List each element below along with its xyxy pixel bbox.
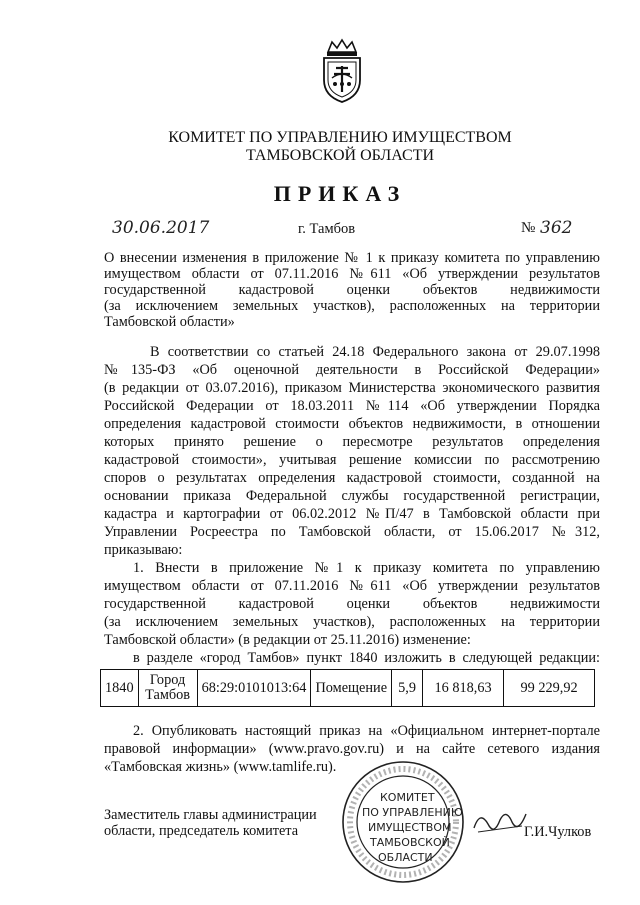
item1-line: (за исключением земельных участков), расположенных на территории [104, 614, 600, 630]
table-row [101, 670, 595, 707]
table-cell-cadastral-number: 68:29:0101013:64 [197, 670, 311, 707]
stamp-text: КОМИТЕТ [380, 791, 435, 804]
item1-line: в разделе «город Тамбов» пункт 1840 изложить в следующей редакции: [133, 650, 600, 666]
body-line: определения кадастровой стоимости объектов недвижимости, в отношении [104, 416, 600, 432]
item1-line: 1. Внести в приложение №1 к приказу комитета по управлению [133, 560, 600, 576]
subject-line: государственной кадастровой оценки объектов недвижимости [104, 282, 600, 298]
table-cell-value: 99 229,92 [504, 670, 595, 707]
property-table [100, 669, 595, 707]
subject-line: Тамбовской области» [104, 314, 235, 330]
signer-name: Г.И.Чулков [524, 824, 592, 840]
table-cell-value: 16 818,63 [423, 670, 504, 707]
item1-line: имуществом области от 07.11.2016 №611 «Об утверждении результатов [104, 578, 600, 594]
body-line: кадастровой стоимости», учитывая решение комиссии по рассмотрению [104, 452, 600, 468]
table-cell-city-line: Город [149, 672, 186, 688]
order-number-label: № [521, 220, 536, 236]
stamp-text: ОБЛАСТИ [378, 851, 433, 864]
order-city: г. Тамбов [298, 221, 356, 237]
table-cell-value: 5,9 [392, 670, 423, 707]
item1-line: государственной кадастровой оценки объектов недвижимости [104, 596, 600, 612]
handwritten-signature-icon [470, 806, 530, 840]
body-line: приказываю: [104, 542, 183, 558]
signer-position-line: области, председатель комитета [104, 823, 299, 839]
table-cell-type: Помещение [311, 670, 392, 707]
body-line: которых принято решение о пересмотре результатов определения [104, 434, 600, 450]
body-line: кадастра и картографии от 06.02.2012 №П/47 в Тамбовской области при [104, 506, 600, 522]
committee-name-line-1: КОМИТЕТ ПО УПРАВЛЕНИЮ ИМУЩЕСТВОМ [168, 129, 512, 146]
signer-position-line: Заместитель главы администрации [104, 807, 317, 823]
committee-name-line-2: ТАМБОВСКОЙ ОБЛАСТИ [245, 147, 435, 164]
stamp-text: ИМУЩЕСТВОМ [368, 821, 452, 834]
body-line: споров о результатах определения кадастровой стоимости, созданной на [104, 470, 600, 486]
body-line: основании приказа Федеральной службы государственной регистрации, [104, 488, 600, 504]
body-line: В соответствии со статьей 24.18 Федерального закона от 29.07.1998 [150, 344, 600, 360]
official-stamp [338, 757, 468, 887]
table-cell-city [138, 670, 197, 707]
tambov-coat-of-arms-icon [318, 38, 366, 104]
item2-line: «Тамбовская жизнь» (www.tamlife.ru). [104, 759, 337, 775]
table-cell-city-line: Тамбов [145, 687, 191, 703]
handwritten-order-number: 362 [540, 218, 573, 238]
body-line: (в редакции от 03.07.2016), приказом Министерства экономического развития [104, 380, 600, 396]
subject-line: имуществом области от 07.11.2016 №611 «Об утверждении результатов [104, 266, 600, 282]
item2-line: 2. Опубликовать настоящий приказ на «Официальном интернет-портале [133, 723, 600, 739]
handwritten-date: 30.06.2017 [112, 218, 210, 238]
body-line: №135-ФЗ «Об оценочной деятельности в Российской Федерации» [104, 362, 600, 378]
subject-line: О внесении изменения в приложение № 1 к приказу комитета по управлению [104, 250, 600, 266]
subject-line: (за исключением земельных участков), расположенных на территории [104, 298, 600, 314]
order-title: ПРИКАЗ [273, 181, 407, 206]
body-line: Российской Федерации от 18.03.2011 №114 «Об утверждении Порядка [104, 398, 600, 414]
item1-line: Тамбовской области» (в редакции от 25.11.2016) изменение: [104, 632, 471, 648]
stamp-text: ПО УПРАВЛЕНИЮ [362, 806, 463, 819]
table-cell-item: 1840 [101, 670, 139, 707]
body-line: Управлении Росреестра по Тамбовской области, от 15.06.2017 №312, [104, 524, 600, 540]
item2-line: правовой информации» (www.pravo.gov.ru) и на сайте сетевого издания [104, 741, 600, 757]
stamp-text: ТАМБОВСКОЙ [370, 836, 450, 849]
